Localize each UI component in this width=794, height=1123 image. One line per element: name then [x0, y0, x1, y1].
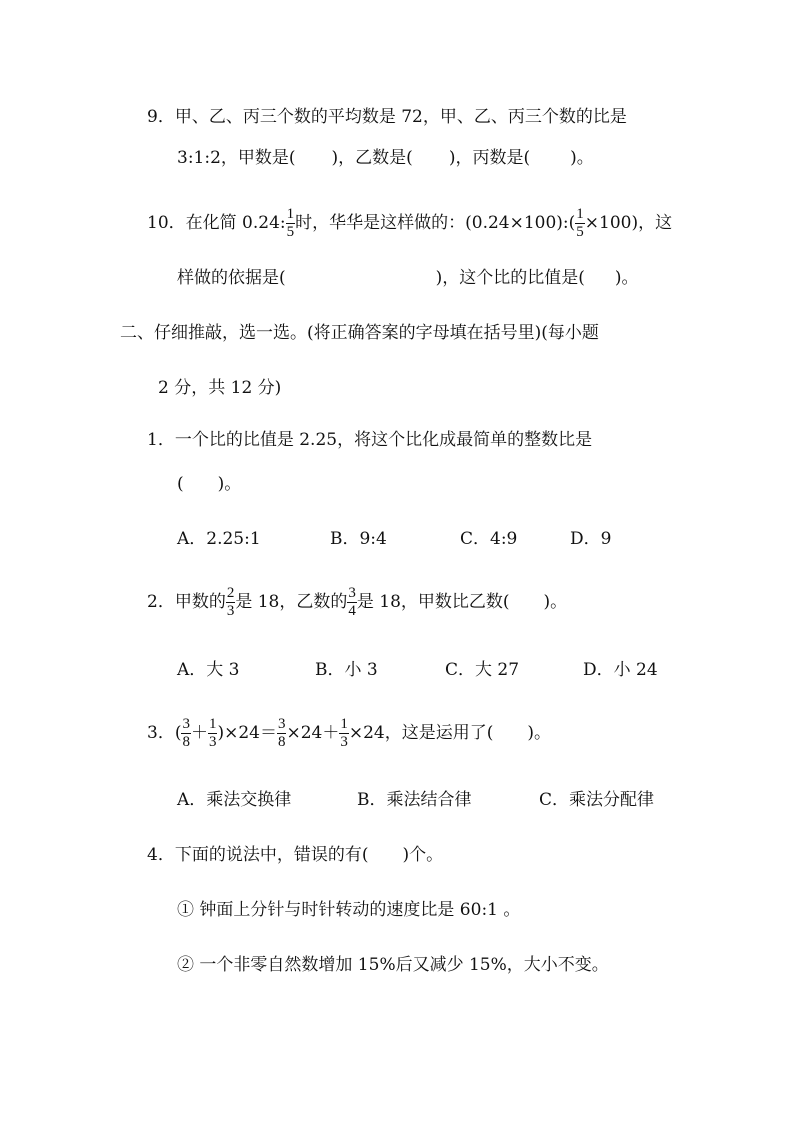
q10-text-d: 样做的依据是( — [177, 268, 286, 288]
denominator: 3 — [208, 734, 217, 750]
q10-text-a: 10．在化简 0.24: — [147, 213, 286, 233]
fraction — [287, 206, 295, 241]
q9-text-b: )，乙数是( — [331, 148, 413, 168]
choice-q4-statement-2: ② 一个非零自然数增加 15%后又减少 15%，大小不变。 — [177, 955, 609, 975]
q9-text-c: )，丙数是( — [448, 148, 531, 168]
choice-q2-option-b[interactable]: B．小 3 — [315, 660, 378, 680]
denominator: 4 — [348, 603, 356, 619]
denominator: 5 — [286, 224, 295, 240]
fraction — [209, 716, 217, 751]
numerator: 3 — [277, 716, 286, 732]
numerator: 3 — [182, 716, 190, 732]
choice-q1-option-d[interactable]: D．9 — [570, 529, 612, 549]
choice-q2-text-c: 是 18，甲数比乙数( )。 — [356, 592, 568, 612]
choice-q2-stem — [147, 582, 567, 622]
choice-q2-option-d[interactable]: D．小 24 — [583, 660, 658, 680]
choice-q2-text-b: 是 18，乙数的 — [235, 592, 348, 612]
denominator: 5 — [576, 224, 584, 240]
choice-q3-option-c[interactable]: C．乘法分配律 — [539, 790, 655, 810]
q10-text-f: )。 — [614, 268, 639, 288]
denominator: 8 — [277, 734, 286, 750]
q9-line-2 — [177, 148, 594, 168]
choice-q3-stem — [147, 713, 551, 753]
denominator: 8 — [182, 734, 190, 750]
choice-q1-option-c[interactable]: C．4:9 — [460, 529, 518, 549]
choice-q3-option-a[interactable]: A．乘法交换律 — [177, 790, 292, 810]
q9-line-1: 9．甲、乙、丙三个数的平均数是 72，甲、乙、丙三个数的比是 — [147, 107, 627, 127]
section-heading: 二、仔细推敲，选一选。(将正确答案的字母填在括号里)(每小题 — [120, 323, 599, 343]
q9-text-d: )。 — [570, 148, 594, 168]
choice-q3-option-b[interactable]: B．乘法结合律 — [357, 790, 472, 810]
numerator: 1 — [286, 206, 295, 222]
choice-q2-text-a: 2．甲数的 — [147, 592, 226, 612]
q10-text-e: )，这个比的比值是( — [435, 268, 585, 288]
fraction — [278, 716, 286, 751]
fraction — [576, 206, 584, 241]
numerator: 1 — [576, 206, 584, 222]
choice-q3-text-a: 3．( — [147, 723, 182, 743]
choice-q2-option-c[interactable]: C．大 27 — [445, 660, 520, 680]
choice-q4-stem: 4．下面的说法中，错误的有( )个。 — [147, 845, 444, 865]
q9-text-a: 3:1:2，甲数是( — [177, 148, 296, 168]
q10-text-b: 时，华华是这样做的：(0.24×100):( — [295, 213, 576, 233]
q10-line-1 — [147, 203, 672, 243]
choice-q2-option-a[interactable]: A．大 3 — [177, 660, 240, 680]
fraction — [348, 585, 356, 620]
numerator: 2 — [226, 585, 235, 601]
choice-q1-option-a[interactable]: A．2.25:1 — [177, 529, 261, 549]
denominator: 3 — [226, 603, 235, 619]
fraction — [340, 716, 348, 751]
choice-q3-text-b: )×24＝ — [217, 723, 277, 743]
numerator: 3 — [348, 585, 356, 601]
q10-text-c: ×100)，这 — [584, 213, 673, 233]
fraction — [227, 585, 235, 620]
numerator: 1 — [340, 716, 348, 732]
choice-q1-blank[interactable]: ( )。 — [177, 474, 242, 494]
choice-q4-statement-1: ① 钟面上分针与时针转动的速度比是 60:1 。 — [177, 900, 521, 920]
q10-line-2 — [177, 268, 639, 288]
choice-q3-text-d: ×24，这是运用了( )。 — [348, 723, 551, 743]
choice-q1-option-b[interactable]: B．9:4 — [330, 529, 387, 549]
numerator: 1 — [208, 716, 217, 732]
choice-q3-text-c: ×24＋ — [286, 723, 340, 743]
choice-q1-stem: 1．一个比的比值是 2.25，将这个比化成最简单的整数比是 — [147, 430, 593, 450]
denominator: 3 — [340, 734, 348, 750]
section-heading-scoring: 2 分，共 12 分) — [158, 378, 282, 398]
plus-sign: ＋ — [190, 723, 208, 743]
fraction — [182, 716, 190, 751]
